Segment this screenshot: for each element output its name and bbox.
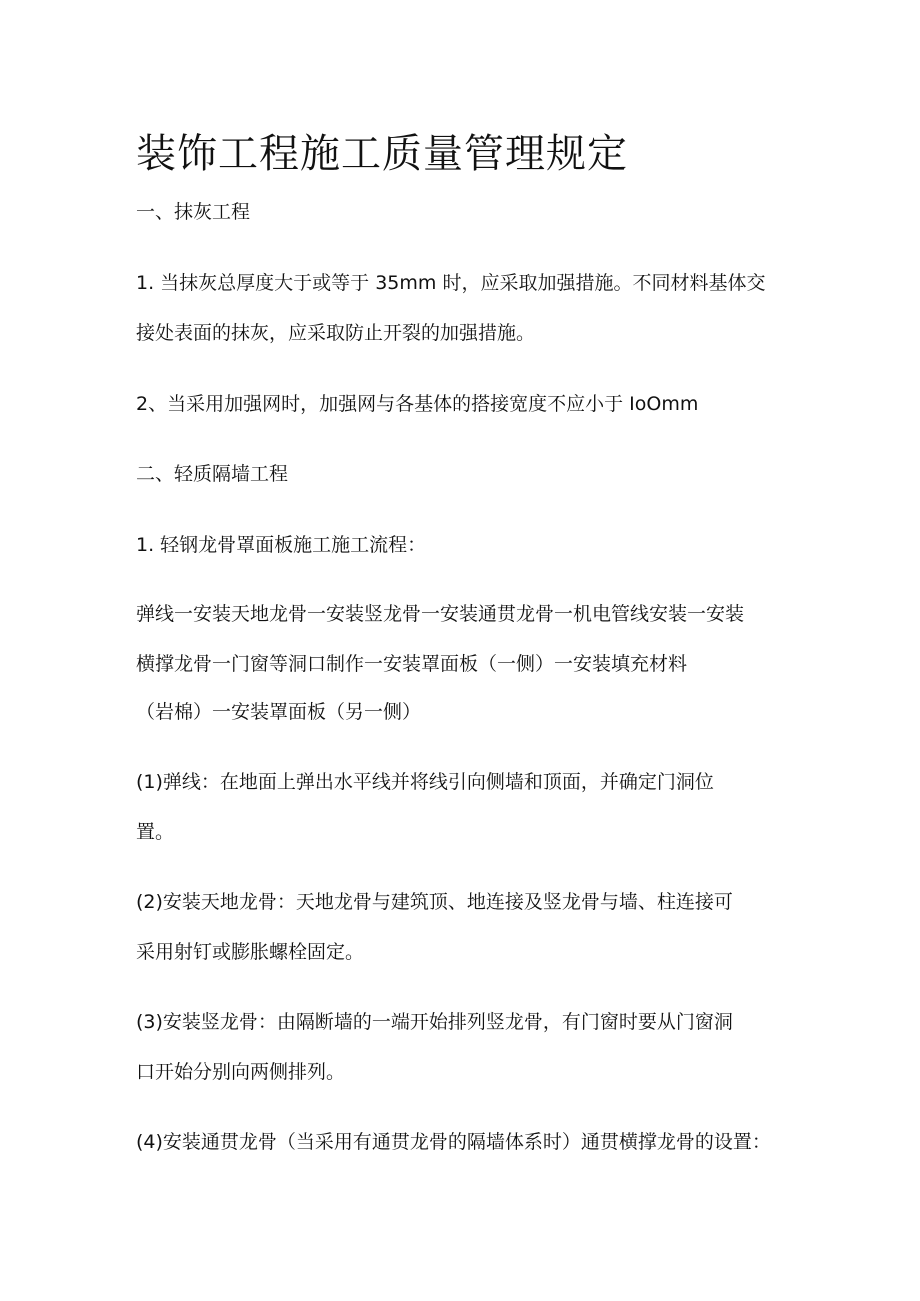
- paragraph-line: 1. 轻钢龙骨罩面板施工施工流程：: [136, 534, 427, 556]
- paragraph-line: (4)安装通贯龙骨（当采用有通贯龙骨的隔墙体系时）通贯横撑龙骨的设置：: [136, 1131, 771, 1153]
- process-flow-line: （岩棉）一安装罩面板（另一侧）: [136, 701, 422, 723]
- paragraph-line: 接处表面的抹灰，应采取防止开裂的加强措施。: [136, 322, 536, 344]
- paragraph-line: 置。: [136, 821, 175, 843]
- paragraph-line: (1)弹线：在地面上弹出水平线并将线引向侧墙和顶面，并确定门洞位: [136, 771, 714, 793]
- paragraph-line: 口开始分别向两侧排列。: [136, 1061, 346, 1083]
- paragraph-line: (3)安装竖龙骨：由隔断墙的一端开始排列竖龙骨，有门窗时要从门窗洞: [136, 1011, 733, 1033]
- paragraph-line: 1. 当抹灰总厚度大于或等于 35mm 时，应采取加强措施。不同材料基体交: [136, 272, 766, 294]
- paragraph-line: (2)安装天地龙骨：天地龙骨与建筑顶、地连接及竖龙骨与墙、柱连接可: [136, 891, 733, 913]
- document-title: 装饰工程施工质量管理规定: [136, 131, 628, 177]
- process-flow-line: 弹线一安装天地龙骨一安装竖龙骨一安装通贯龙骨一机电管线安装一安装: [136, 603, 745, 625]
- process-flow-line: 横撑龙骨一门窗等洞口制作一安装罩面板（一侧）一安装填充材料: [136, 653, 688, 675]
- paragraph-line: 采用射钉或膨胀螺栓固定。: [136, 941, 365, 963]
- section-heading-plastering: 一、抹灰工程: [136, 201, 251, 223]
- paragraph-line: 2、当采用加强网时，加强网与各基体的搭接宽度不应小于 IoOmm: [136, 393, 699, 415]
- section-heading-partition: 二、轻质隔墙工程: [136, 463, 289, 485]
